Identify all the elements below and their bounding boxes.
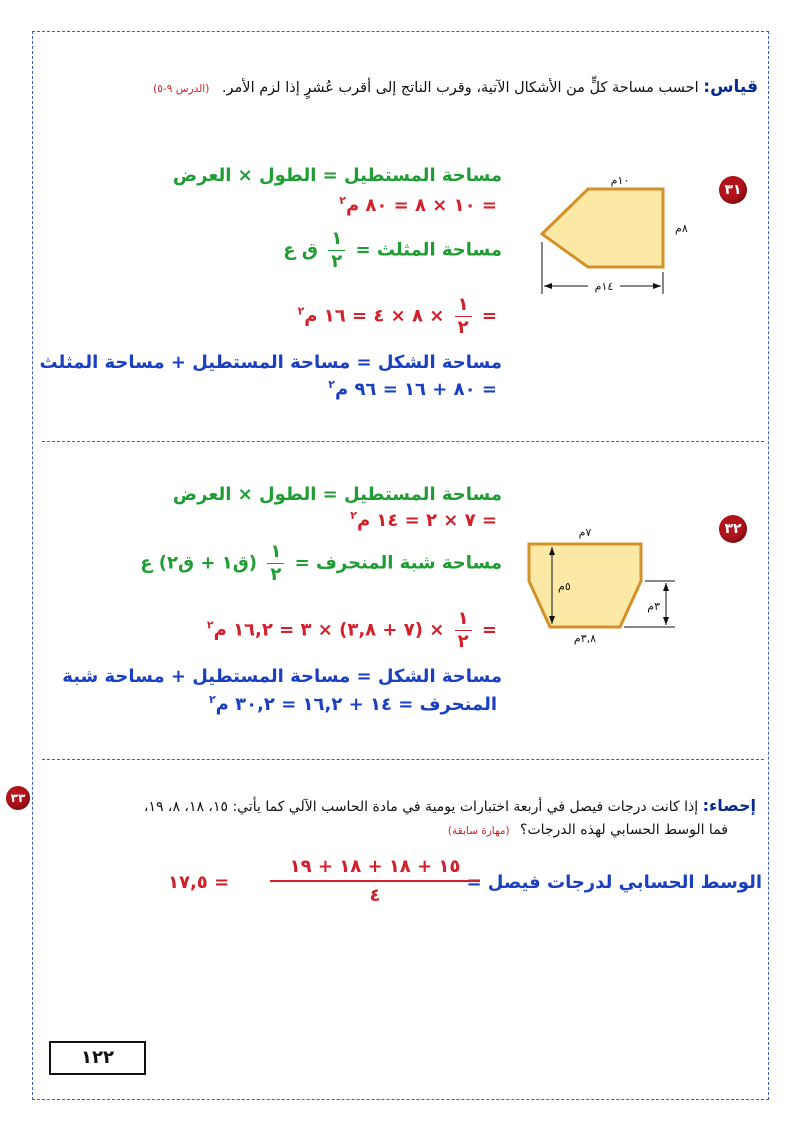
- sup-2: ٢: [350, 509, 357, 522]
- fraction-num: ١: [455, 610, 472, 631]
- lesson-ref: (الدرس ٩-٥): [153, 83, 210, 95]
- question-number-33: ٣٣: [6, 786, 30, 810]
- label-inner-5: ٥م: [558, 580, 571, 593]
- q32-line4-pre: =: [481, 619, 497, 641]
- q33-text1: إذا كانت درجات فيصل في أربعة اختبارات يومية في مادة الحاسب الآلي كما يأتي: ١٥، ١٨، ٨، ١٩،: [143, 799, 699, 815]
- q33-fraction: [270, 856, 480, 906]
- page-number: ١٢٢: [49, 1041, 146, 1075]
- q32-line4-post: × (٧ + ٣,٨) × ٣ = ١٦,٢ م: [213, 619, 445, 641]
- q32-line3-post: (ق١ + ق٢) ع: [140, 552, 258, 574]
- q33-result: = ١٧,٥: [168, 872, 230, 893]
- q33-ref: (مهارة سابقة): [447, 825, 510, 837]
- fraction-half: [328, 230, 345, 271]
- q32-line3: [140, 543, 502, 584]
- fraction-half: [455, 296, 472, 337]
- q32-line2: [350, 509, 497, 531]
- instructions-line: [153, 77, 758, 97]
- q33-mean-label: الوسط الحسابي لدرجات فيصل =: [466, 872, 762, 893]
- fraction-half: [267, 543, 284, 584]
- fraction-den: ٢: [270, 564, 282, 585]
- fraction-half: [455, 610, 472, 651]
- q33-numerator: ١٥ + ١٨ + ١٨ + ١٩: [270, 856, 480, 882]
- q31-line4-post: × ٨ × ٤ = ١٦ م: [304, 305, 445, 327]
- label-right-3: ٣م: [647, 600, 660, 613]
- q32-line6: [209, 693, 497, 715]
- q31-line3-pre: مساحة المثلث =: [355, 239, 502, 261]
- sup-2: ٢: [328, 378, 335, 391]
- fraction-den: ٢: [457, 317, 469, 338]
- q31-line6: [328, 378, 497, 400]
- q31-line5: مساحة الشكل = مساحة المستطيل + مساحة المثلث: [39, 352, 502, 373]
- fraction-num: ١: [267, 543, 284, 564]
- q32-line4: [207, 610, 497, 651]
- question-number-32: ٣٢: [719, 515, 747, 543]
- q31-line1: مساحة المستطيل = الطول × العرض: [172, 165, 502, 186]
- question-number-31: ٣١: [719, 176, 747, 204]
- label-bottom-14: ١٤م: [594, 280, 614, 293]
- q32-line6-text: المنحرف = ١٤ + ١٦,٢ = ٣٠,٢ م: [215, 694, 497, 715]
- sup-2: ٢: [339, 194, 346, 207]
- pentagon-shape: [542, 189, 663, 267]
- arrow-up-3: [663, 583, 669, 591]
- hexagon-shape: [529, 544, 641, 627]
- arrow-right: [653, 283, 661, 289]
- fraction-num: ١: [455, 296, 472, 317]
- q33-text-line1: [144, 796, 756, 815]
- label-top-10: ١٠م: [610, 176, 630, 187]
- fraction-num: ١: [328, 230, 345, 251]
- q33-keyword: إحصاء:: [702, 796, 756, 815]
- q31-line4-pre: =: [481, 305, 497, 327]
- q32-line1: مساحة المستطيل = الطول × العرض: [172, 484, 502, 505]
- fraction-den: ٢: [457, 631, 469, 652]
- label-side-8: ٨م: [675, 222, 688, 235]
- label-top-7: ٧م: [578, 526, 592, 539]
- q31-line2: [339, 194, 497, 216]
- separator-1: [42, 441, 764, 442]
- q32-line3-pre: مساحة شبة المنحرف =: [294, 552, 502, 574]
- label-bottom-3-8: ٣,٨م: [573, 632, 597, 645]
- instructions-text: احسب مساحة كلٍّ من الأشكال الآتية، وقرب الناتج إلى أقرب عُشرٍ إذا لزم الأمر.: [221, 80, 699, 96]
- q31-line3-post: ق ع: [283, 239, 318, 261]
- separator-2: [42, 759, 764, 760]
- q31-line6-text: = ٨٠ + ١٦ = ٩٦ م: [334, 379, 497, 400]
- arrow-down-3: [663, 617, 669, 625]
- q33-denominator: ٤: [369, 885, 381, 906]
- arrow-left: [544, 283, 552, 289]
- instructions-keyword: قياس:: [703, 77, 758, 97]
- sup-2: ٢: [297, 304, 305, 318]
- q33-text-line2: [448, 822, 728, 838]
- q32-line2-text: = ٧ × ٢ = ١٤ م: [356, 510, 497, 531]
- sup-2: ٢: [206, 618, 214, 632]
- hexagon-figure: [520, 520, 700, 650]
- fraction-den: ٢: [331, 251, 343, 272]
- q32-line5: مساحة الشكل = مساحة المستطيل + مساحة شبة: [62, 666, 502, 687]
- q31-line3: [283, 230, 502, 271]
- q31-line4: [298, 296, 497, 337]
- pentagon-figure: [528, 176, 708, 301]
- sup-2: ٢: [208, 693, 216, 706]
- q31-line2-text: = ١٠ × ٨ = ٨٠ م: [345, 195, 497, 216]
- q33-text2: فما الوسط الحسابي لهذه الدرجات؟: [520, 822, 728, 838]
